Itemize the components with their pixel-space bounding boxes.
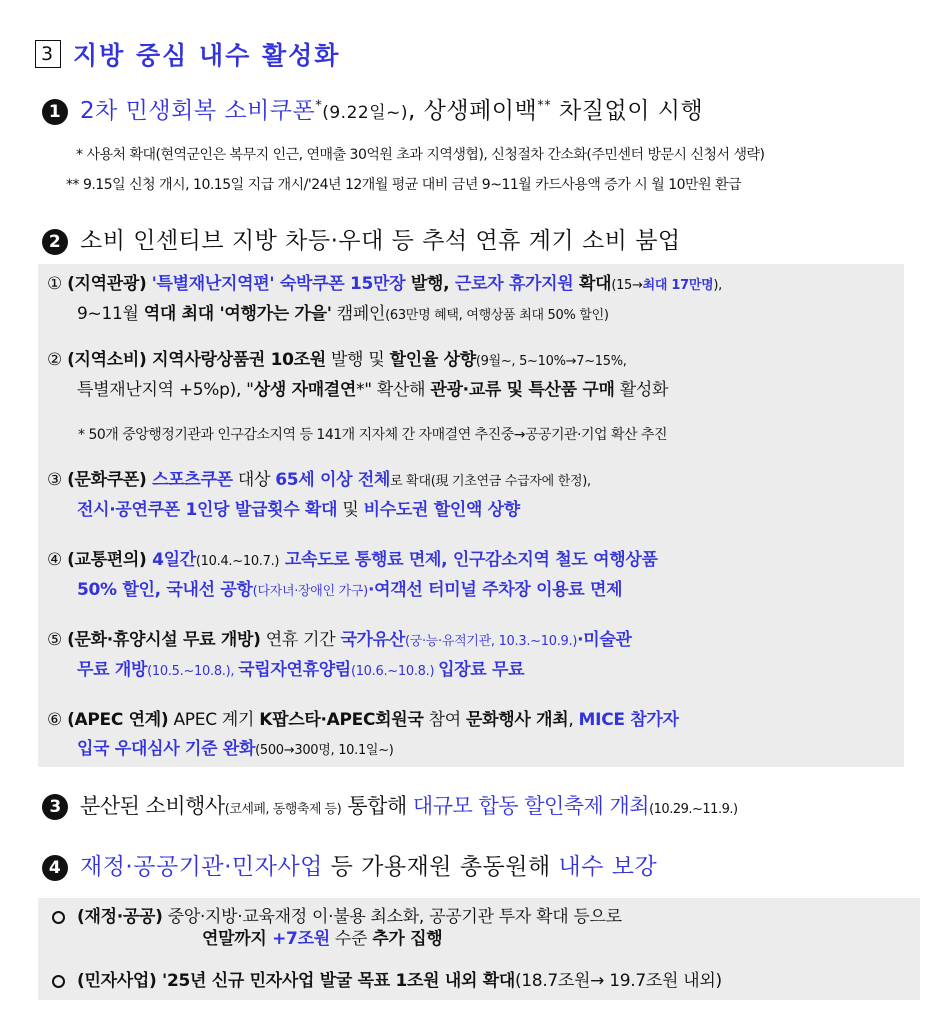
item-1-f: 최대 17만명 xyxy=(642,278,714,293)
item-6-l2a: 입국 우대심사 기준 완화 xyxy=(77,739,256,759)
h4-a: 재정·공공기관·민자사업 xyxy=(80,854,323,880)
item-4-a: 4일간 xyxy=(146,550,196,570)
item-1-c: 근로자 휴가지원 xyxy=(454,274,574,294)
item-2-tag: (지역소비) xyxy=(67,350,147,370)
item-4-l2b: (다자녀·장애인 가구) xyxy=(252,584,368,599)
item-3-l2: 전시·공연쿠폰 1인당 발급횟수 확대 xyxy=(77,500,338,520)
item-1-l2b: 역대 최대 '여행가는 가을' xyxy=(143,304,332,324)
bullet-4: 4 xyxy=(42,855,68,881)
item-6-tag: (APEC 연계) xyxy=(67,710,169,730)
item-6-l2b: (500→300명, 10.1일~) xyxy=(255,743,394,758)
item-5-b: 국가유산 xyxy=(340,630,405,650)
circle-bullet-icon xyxy=(52,975,65,988)
item-2 xyxy=(47,346,668,405)
o1-l2c: 수준 xyxy=(329,929,373,949)
item-6 xyxy=(47,706,679,765)
item-1-l2d: (63만명 혜택, 여행상품 최대 50% 할인) xyxy=(385,308,609,323)
o2-tag: (민자사업) xyxy=(77,971,157,991)
item-2-l2a: 특별재난지역 +5%p), " xyxy=(77,380,254,400)
h1-date: (9.22일~) xyxy=(322,103,409,123)
h3-b: (코세페, 동행축제 등) xyxy=(224,802,342,817)
item-6-c: 참여 xyxy=(423,710,466,730)
heading-1 xyxy=(42,92,703,125)
item-1-l2a: 9~11월 xyxy=(77,304,144,324)
item-6-b: K팝스타·APEC회원국 xyxy=(259,710,424,730)
bullet-1: 1 xyxy=(42,99,68,125)
item-1-a: '특별재난지역편' 숙박쿠폰 15만장 xyxy=(151,274,406,294)
item-2-c: 할인율 상향 xyxy=(389,350,476,370)
item-6-d: 문화행사 개최 xyxy=(465,710,569,730)
h1-blue: 2차 민생회복 소비쿠폰 xyxy=(80,98,316,124)
heading-2 xyxy=(42,222,681,255)
item-5-l2e: 입장료 무료 xyxy=(438,660,525,680)
item-3-mark: ③ xyxy=(47,470,62,490)
item-4-c: 고속도로 통행료 면제, 인구감소지역 철도 여행상품 xyxy=(279,550,658,570)
item-6-e: , xyxy=(568,710,579,730)
item-2-l2f: 활성화 xyxy=(614,380,669,400)
o-item-2 xyxy=(52,966,722,991)
circle-bullet-icon xyxy=(52,911,65,924)
h4-b: 등 가용재원 총동원해 xyxy=(322,854,559,880)
footnote-2: ** 9.15일 신청 개시, 10.15일 지급 개시/'24년 12개월 평균 대비 금년 9~11월 카드사용액 증가 시 월 10만원 환급 xyxy=(66,177,742,193)
item-6-f: MICE 참가자 xyxy=(578,710,679,730)
h1-sup2: ** xyxy=(537,98,552,114)
item-1-g: ), xyxy=(713,278,722,293)
h3-c: 통합해 xyxy=(341,794,413,818)
item-2-footnote: * 50개 중앙행정기관과 인구감소지역 등 141개 지자체 간 자매결연 추진중→공공기관·기업 확산 추진 xyxy=(78,427,668,443)
item-6-mark: ⑥ xyxy=(47,710,62,730)
item-3-tag: (문화쿠폰) xyxy=(67,470,147,490)
section-heading xyxy=(35,36,340,72)
item-3 xyxy=(47,466,591,525)
bullet-3: 3 xyxy=(42,794,68,820)
o1-a: 중앙·지방·교육재정 이·불용 최소화, 공공기관 투자 확대 등으로 xyxy=(162,907,622,927)
item-1-l2c: 캠페인 xyxy=(331,304,386,324)
item-5-mark: ⑤ xyxy=(47,630,62,650)
item-1-b: 발행, xyxy=(405,274,455,294)
item-3-b: 대상 xyxy=(232,470,276,490)
item-5-d: ·미술관 xyxy=(577,630,632,650)
item-5-l2c: 국립자연휴양림 xyxy=(238,660,351,680)
section-title: 지방 중심 내수 활성화 xyxy=(73,41,341,70)
item-4 xyxy=(47,546,658,606)
item-5-l2b: (10.5.~10.8.), xyxy=(147,664,239,679)
item-1-d: 확대 xyxy=(573,274,612,294)
item-2-l2b: 상생 자매결연 xyxy=(253,380,357,400)
item-5-l2a: 무료 개방 xyxy=(77,660,148,680)
item-3-l2c: 비수도권 할인액 상향 xyxy=(363,500,520,520)
item-6-a: APEC 계기 xyxy=(168,710,260,730)
heading-3 xyxy=(42,790,738,820)
o1-l2d: 추가 집행 xyxy=(372,929,443,949)
item-1 xyxy=(47,270,722,330)
item-1-e: (15→ xyxy=(611,278,643,293)
h1-text: , 상생페이백 xyxy=(408,98,538,124)
item-2-b: 발행 및 xyxy=(325,350,390,370)
o1-l2b: +7조원 xyxy=(272,929,330,949)
item-3-a: 스포츠쿠폰 xyxy=(146,470,233,490)
o1-l2a: 연말까지 xyxy=(202,929,273,949)
item-3-l2b: 및 xyxy=(337,500,364,520)
o2-b: (18.7조원→ 19.7조원 내외) xyxy=(514,971,722,991)
h3-a: 분산된 소비행사 xyxy=(80,794,225,818)
item-2-l2d: 확산해 xyxy=(371,380,431,400)
item-2-d: (9월~, 5~10%→7~15%, xyxy=(475,354,627,369)
bullet-2: 2 xyxy=(42,229,68,255)
item-3-d: 로 확대(現 기초연금 수급자에 한정), xyxy=(390,474,591,489)
h4-c: 내수 보강 xyxy=(558,854,658,880)
item-4-l2a: 50% 할인, 국내선 공항 xyxy=(77,580,253,600)
item-1-tag: (지역관광) xyxy=(67,274,147,294)
item-5-tag: (문화·휴양시설 무료 개방) xyxy=(67,630,261,650)
o-item-1 xyxy=(52,906,622,950)
o1-tag: (재정·공공) xyxy=(77,907,163,927)
item-5 xyxy=(47,626,632,686)
o2-a: '25년 신규 민자사업 발굴 목표 1조원 내외 확대 xyxy=(156,971,515,991)
h1-sup: * xyxy=(315,98,323,114)
h2-text: 소비 인센티브 지방 차등·우대 등 추석 연휴 계기 소비 붐업 xyxy=(80,228,681,254)
heading-4 xyxy=(42,848,657,881)
item-5-l2d: (10.6.~10.8.) xyxy=(350,664,439,679)
item-4-mark: ④ xyxy=(47,550,62,570)
h3-d: 대규모 합동 할인축제 개최 xyxy=(412,794,650,818)
item-4-tag: (교통편의) xyxy=(67,550,147,570)
h1-rest: 차질없이 시행 xyxy=(551,98,704,124)
item-4-b: (10.4.~10.7.) xyxy=(195,554,280,569)
item-1-mark: ① xyxy=(47,274,62,294)
item-3-c: 65세 이상 전체 xyxy=(275,470,391,490)
item-2-a: 지역사랑상품권 10조원 xyxy=(146,350,326,370)
item-5-c: (궁·능·유적기관, 10.3.~10.9.) xyxy=(404,634,578,649)
h3-e: (10.29.~11.9.) xyxy=(649,802,738,817)
item-5-a: 연휴 기간 xyxy=(260,630,341,650)
section-number-box: 3 xyxy=(35,40,61,68)
item-2-mark: ② xyxy=(47,350,62,370)
item-2-l2c: *" xyxy=(356,380,372,400)
item-4-l2c: ·여객선 터미널 주차장 이용료 면제 xyxy=(367,580,623,600)
footnote-1: * 사용처 확대(현역군인은 복무지 인근, 연매출 30억원 초과 지역생협), 신청절차 간소화(주민센터 방문시 신청서 생략) xyxy=(76,147,765,163)
item-2-l2e: 관광·교류 및 특산품 구매 xyxy=(430,380,615,400)
